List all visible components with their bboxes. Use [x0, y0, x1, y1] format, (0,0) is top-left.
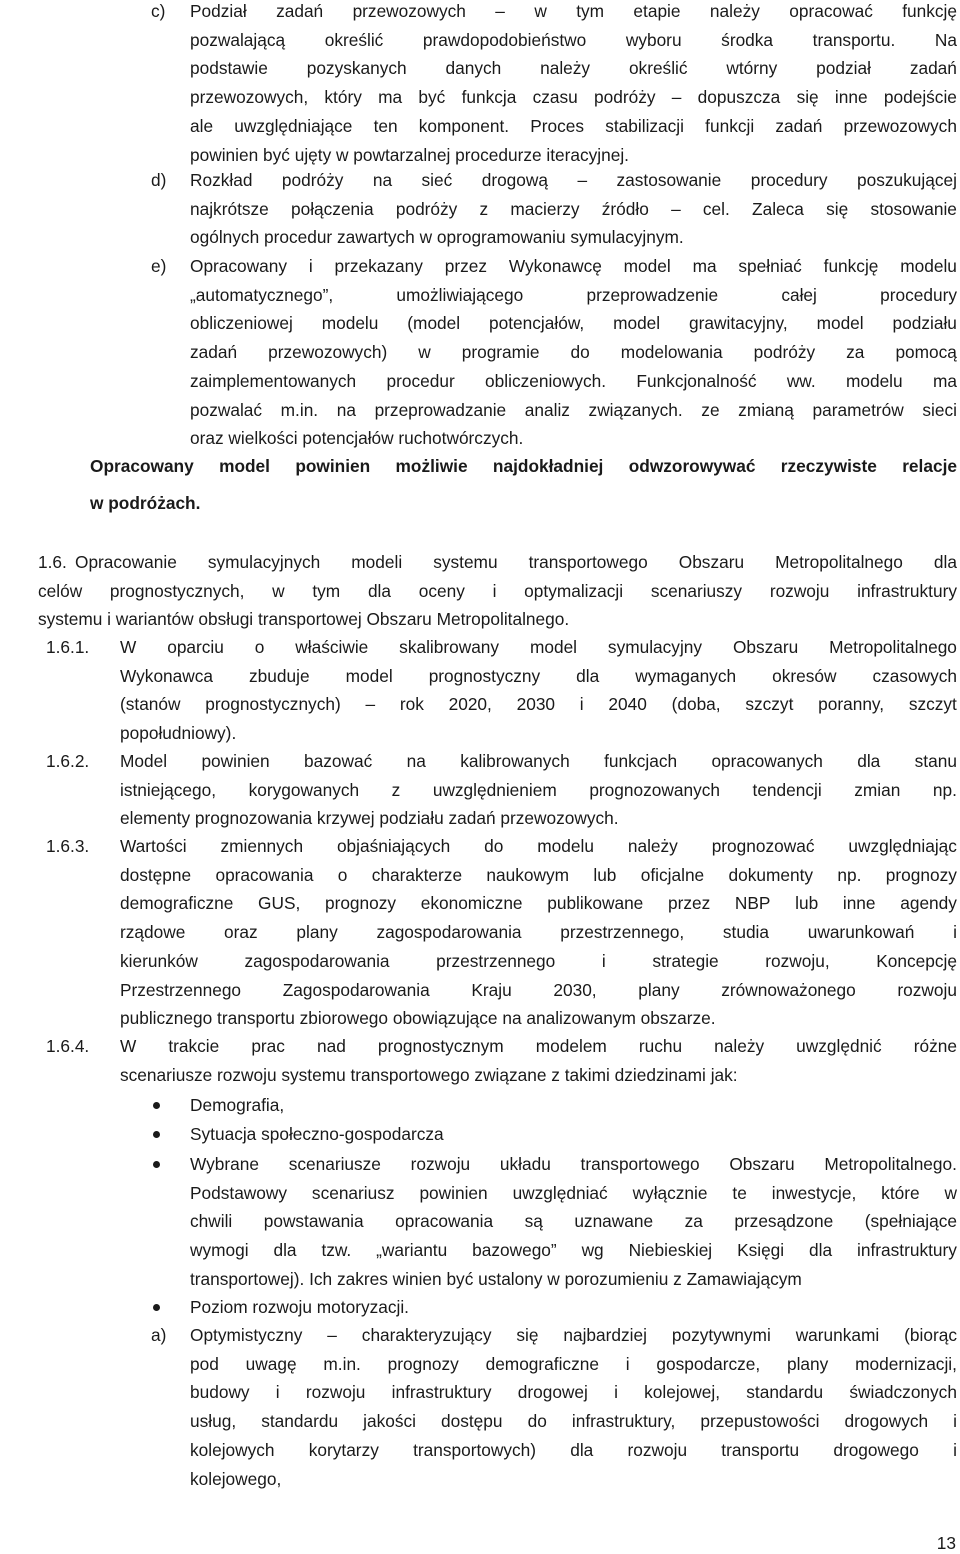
- section-heading-line: systemu i wariantów obsługi transportowej Obszaru Metropolitalnego.: [38, 609, 570, 630]
- list-item-text-line: przewozowych, który ma być funkcja czasu podróży – dopuszcza się inne podejście: [190, 87, 957, 108]
- subsection-text-line: publicznego transportu zbiorowego obowiązujące na analizowanym obszarze.: [120, 1008, 716, 1029]
- bullet-dot-icon: [153, 1131, 160, 1138]
- bullet-dot-icon: [153, 1161, 160, 1168]
- list-item-text-line: ale uwzględniające ten komponent. Proces stabilizacji funkcji zadań przewozowych: [190, 115, 957, 136]
- subsection-text-line: W trakcie prac nad prognostycznym modelem ruchu należy uwzględnić różne: [120, 1036, 957, 1056]
- list-item-label: e): [151, 256, 167, 276]
- list-item-text-line: „automatycznego”, umożliwiającego przeprowadzenie całej procedury: [190, 284, 957, 305]
- subsection-number: 1.6.1.: [46, 637, 90, 657]
- summary-line: Opracowany model powinien możliwie najdokładniej odwzorowywać rzeczywiste relacje: [90, 456, 957, 476]
- subsection-number: 1.6.3.: [46, 836, 90, 856]
- section-number: 1.6.: [38, 552, 67, 572]
- list-item-text-line: pozwalającą określić prawdopodobieństwo wyboru środka transportu. Na: [190, 29, 957, 50]
- list-item-text-line: Rozkład podróży na sieć drogową – zastosowanie procedury poszukującej: [190, 170, 957, 190]
- list-item-text-line: Podział zadań przewozowych – w tym etapie należy opracować funkcję: [190, 1, 957, 21]
- list-item-label: d): [151, 170, 167, 190]
- subsection-text-line: rządowe oraz plany zagospodarowania przestrzennego, studia uwarunkowań i: [120, 922, 957, 943]
- subsection-text-line: popołudniowy).: [120, 723, 237, 744]
- section-heading-line: celów prognostycznych, w tym dla oceny i optymalizacji scenariuszy rozwoju infrastruktury: [38, 580, 957, 601]
- bullet-dot-icon: [153, 1102, 160, 1109]
- bullet-text-line: chwili powstawania opracowania są uznawane za przesądzone (spełniające: [190, 1211, 957, 1232]
- list-item-text-line: zadań przewozowych) w programie do modelowania podróży za pomocą: [190, 342, 957, 363]
- section-heading-line: Opracowanie symulacyjnych modeli systemu transportowego Obszaru Metropolitalnego dla: [75, 552, 957, 572]
- subsection-text-line: Przestrzennego Zagospodarowania Kraju 2030, plany zrównoważonego rozwoju: [120, 979, 957, 1000]
- list-item-text-line: obliczeniowej modelu (model potencjałów, model grawitacyjny, model podziału: [190, 313, 957, 334]
- list-item-text-line: kolejowych korytarzy transportowych) dla rozwoju transportu drogowego i: [190, 1439, 957, 1460]
- list-item-text-line: usług, standardu jakości dostępu do infrastruktury, przepustowości drogowych i: [190, 1411, 957, 1432]
- subsection-text-line: Model powinien bazować na kalibrowanych funkcjach opracowanych dla stanu: [120, 751, 957, 771]
- list-item-text-line: zaimplementowanych procedur obliczeniowych. Funkcjonalność ww. modelu ma: [190, 370, 957, 391]
- list-item-text-line: pod uwagę m.in. prognozy demograficzne i gospodarcze, plany modernizacji,: [190, 1353, 957, 1374]
- list-item-text-line: najkrótsze połączenia podróży z macierzy źródło – cel. Zaleca się stosowanie: [190, 198, 957, 219]
- subsection-text-line: scenariusze rozwoju systemu transportowego związane z takimi dziedzinami jak:: [120, 1064, 738, 1085]
- list-item-text-line: powinien być ujęty w powtarzalnej procedurze iteracyjnej.: [190, 144, 629, 165]
- list-item-text-line: Optymistyczny – charakteryzujący się najbardziej pozytywnymi warunkami (biorąc: [190, 1325, 957, 1345]
- subsection-text-line: kierunków zagospodarowania przestrzennego i strategie rozwoju, Koncepcję: [120, 950, 957, 971]
- subsection-text-line: dostępne opracowania o charakterze naukowym lub oficjalne dokumenty np. prognozy: [120, 864, 957, 885]
- bullet-text-line: wymogi dla tzw. „wariantu bazowego” wg Niebieskiej Księgi dla infrastruktury: [190, 1240, 957, 1261]
- bullet-dot-icon: [153, 1304, 160, 1311]
- page-number: 13: [936, 1533, 956, 1553]
- subsection-text-line: Wykonawca zbuduje model prognostyczny dla wymaganych okresów czasowych: [120, 665, 957, 686]
- subsection-number: 1.6.2.: [46, 751, 90, 771]
- subsection-text-line: elementy prognozowania krzywej podziału zadań przewozowych.: [120, 808, 619, 829]
- bullet-text-line: transportowej). Ich zakres winien być ustalony w porozumieniu z Zamawiającym: [190, 1268, 802, 1289]
- list-item-text-line: podstawie pozyskanych danych należy określić wtórny podział zadań: [190, 58, 957, 79]
- bullet-text-line: Demografia,: [190, 1095, 285, 1115]
- list-item-text-line: pozwalać m.in. na przeprowadzanie analiz związanych. ze zmianą parametrów sieci: [190, 399, 957, 420]
- bullet-text-line: Sytuacja społeczno-gospodarcza: [190, 1124, 444, 1144]
- bullet-text-line: Poziom rozwoju motoryzacji.: [190, 1297, 409, 1317]
- subsection-text-line: W oparciu o właściwie skalibrowany model symulacyjny Obszaru Metropolitalnego: [120, 637, 957, 657]
- list-item-text-line: ogólnych procedur zawartych w oprogramowaniu symulacyjnym.: [190, 227, 684, 248]
- list-item-text-line: budowy i rozwoju infrastruktury drogowej i kolejowej, standardu świadczonych: [190, 1382, 957, 1403]
- summary-line: w podróżach.: [90, 493, 201, 513]
- subsection-number: 1.6.4.: [46, 1036, 90, 1056]
- list-item-text-line: oraz wielkości potencjałów ruchotwórczych.: [190, 428, 524, 449]
- subsection-text-line: istniejącego, korygowanych z uwzględnieniem prognozowanych tendencji zmian np.: [120, 779, 957, 800]
- subsection-text-line: Wartości zmiennych objaśniających do modelu należy prognozować uwzględniając: [120, 836, 957, 856]
- list-item-label: a): [151, 1325, 167, 1345]
- bullet-text-line: Wybrane scenariusze rozwoju układu transportowego Obszaru Metropolitalnego.: [190, 1154, 957, 1174]
- subsection-text-line: demograficzne GUS, prognozy ekonomiczne publikowane przez NBP lub inne agendy: [120, 893, 957, 914]
- list-item-text-line: kolejowego,: [190, 1468, 282, 1489]
- list-item-label: c): [151, 1, 166, 21]
- list-item-text-line: Opracowany i przekazany przez Wykonawcę model ma spełniać funkcję modelu: [190, 256, 957, 276]
- subsection-text-line: (stanów prognostycznych) – rok 2020, 2030 i 2040 (doba, szczyt poranny, szczyt: [120, 694, 957, 715]
- bullet-text-line: Podstawowy scenariusz powinien uwzględniać wyłącznie te inwestycje, które w: [190, 1182, 957, 1203]
